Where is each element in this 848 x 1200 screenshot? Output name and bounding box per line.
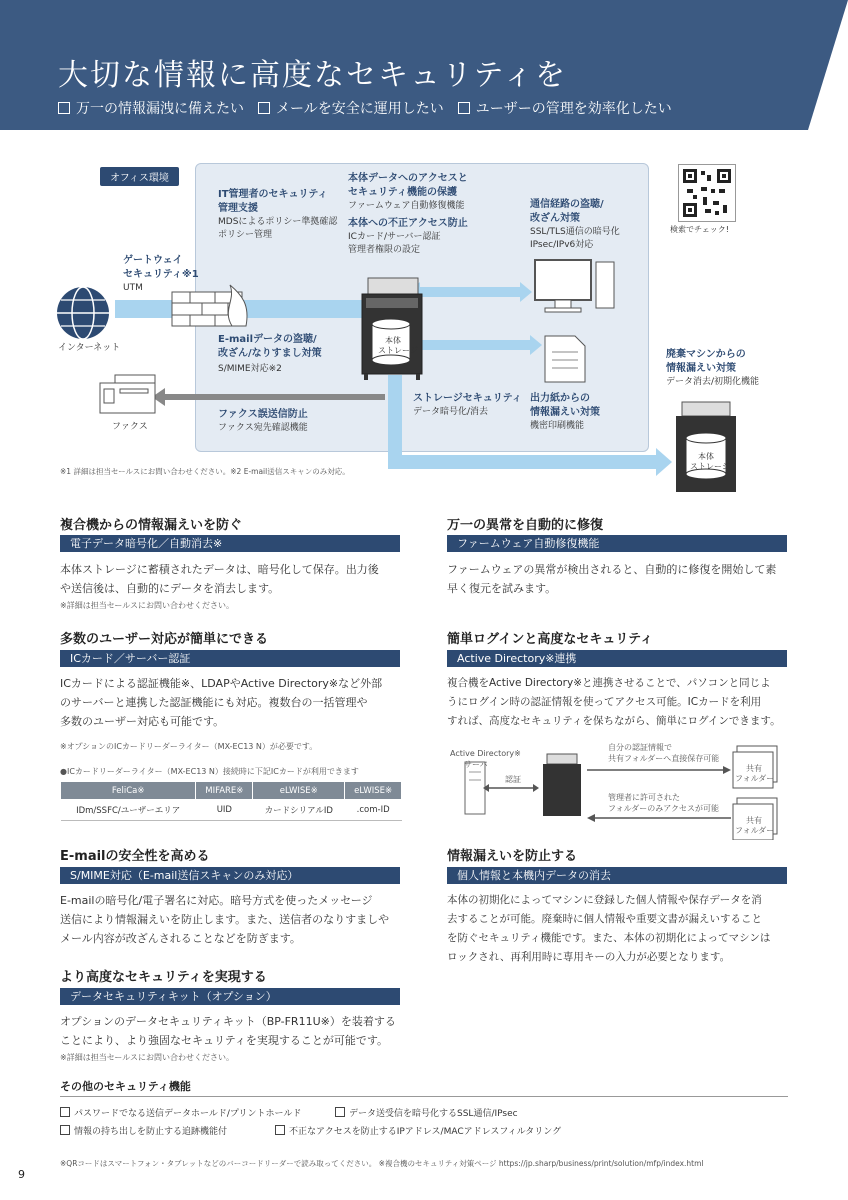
direct-save-label: 自分の認証情報で 共有フォルダーへ直接保存可能	[608, 743, 720, 763]
disposal-flow-down	[388, 375, 402, 465]
page-title: 大切な情報に高度なセキュリティを	[58, 58, 567, 93]
section-bar: ファームウェア自動修復機能	[447, 535, 787, 552]
disposal-machine-icon	[676, 402, 736, 492]
auth-label: 認証	[505, 775, 521, 784]
arrow-left-icon	[587, 814, 595, 822]
check-item: 万一の情報漏洩に備えたい	[58, 98, 244, 118]
section-bar: ICカード／サーバー認証	[60, 650, 400, 667]
check-item: ユーザーの管理を効率化したい	[458, 98, 672, 118]
it-admin-callout: IT管理者のセキュリティ 管理支援 MDSによるポリシー準拠確認 ポリシー管理	[218, 189, 338, 240]
checkbox-icon	[60, 1125, 70, 1135]
section-bar: 個人情報と本機内データの消去	[447, 867, 787, 884]
checkbox-icon	[335, 1107, 345, 1117]
table-header: eLWISE※	[345, 782, 402, 800]
storage-label: 本体 ストレージ	[378, 336, 418, 355]
bottom-footnote: ※QRコードはスマートフォン・タブレットなどのバーコードリーダーで読み取ってください。 ※複合機のセキュリティ対策ページ https://jp.sharp/business/print/solution/mfp/index.html	[60, 1159, 704, 1168]
checkbox-icon	[458, 102, 470, 114]
section-title: 多数のユーザー対応が簡単にできる	[60, 632, 269, 647]
pc-flow-band	[420, 287, 520, 297]
diagram-footnote: ※1 詳細は担当セールスにお問い合わせください。※2 E-mail送信スキャンのみ対応。	[60, 467, 350, 476]
other-feature-item: 情報の持ち出しを防止する追跡機能付	[60, 1124, 227, 1137]
computer-icon	[535, 260, 614, 312]
checkbox-icon	[275, 1125, 285, 1135]
section-body: ICカードによる認証機能※、LDAPやActive Directory※など外部 のサーバーと連携した認証機能にも対応。複数台の一括管理や 多数のユーザー対応も可能です。	[60, 677, 383, 728]
shared-folder-label: 共有 フォルダー	[735, 816, 775, 835]
disposal-callout: 廃棄マシンからの 情報漏えい対策 データ消去/初期化機能	[666, 349, 760, 387]
section-body: 本体の初期化によってマシンに登録した個人情報や保存データを消 去することが可能。廃棄時に個人情報や重要文書が漏えいすること を防ぐセキュリティ機能です。また、本体の初期化によってマシンは ロックされ、再利用時に専用キーの入力が必要となります。	[447, 894, 771, 963]
comm-path-callout: 通信経路の盗聴/ 改ざん対策 SSL/TLS通信の暗号化 IPsec/IPv6対応	[530, 199, 620, 250]
section-footnote: ※詳細は担当セールスにお問い合わせください。	[60, 601, 234, 610]
section-title: 簡単ログインと高度なセキュリティ	[447, 632, 654, 647]
qr-caption: 検索でチェック!	[670, 225, 729, 234]
section-title: 複合機からの情報漏えいを防ぐ	[60, 518, 243, 533]
arrow-right-icon	[656, 448, 672, 476]
table-header: eLWISE※	[253, 782, 345, 800]
globe-icon	[57, 287, 109, 339]
arrow-right-icon	[533, 784, 539, 792]
table-cell: .com-ID	[345, 800, 402, 821]
section-bar: 電子データ暗号化／自動消去※	[60, 535, 400, 552]
table-cell: UID	[196, 800, 253, 821]
other-features-title: その他のセキュリティ機能	[60, 1080, 191, 1093]
section-footnote: ※オプションのICカードリーダーライター（MX-EC13 N）が必要です。	[60, 742, 318, 751]
section-body: 複合機をActive Directory※と連携させることで、パソコンと同じよ うにログイン時の認証情報を使ってアクセス可能。ICカードを利用 すれば、高度なセキュリティを保ちながら、簡単にログインできます。	[447, 677, 781, 727]
ic-card-table	[60, 781, 402, 821]
mfp-machine-icon	[543, 754, 581, 816]
table-cell: IDm/SSFC/ユーザーエリア	[61, 800, 196, 821]
header-checklist	[58, 98, 672, 118]
other-feature-item: データ送受信を暗号化するSSL通信/IPsec	[335, 1106, 518, 1119]
arrow-right-icon	[530, 335, 542, 355]
other-feature-item: パスワードでなる送信データホールド/プリントホールド	[60, 1106, 301, 1119]
checkbox-icon	[258, 102, 270, 114]
fax-callout: ファクス誤送信防止 ファクス宛先確認機能	[218, 409, 308, 433]
disposal-storage-label: 本体 ストレージ	[690, 452, 730, 471]
section-title: 情報漏えいを防止する	[447, 849, 578, 864]
section-bar: S/MIME対応（E-mail送信スキャンのみ対応）	[60, 867, 400, 884]
fax-label: ファクス	[112, 422, 148, 432]
qr-code-icon	[679, 165, 735, 221]
table-header: FeliCa※	[61, 782, 196, 800]
divider	[60, 1096, 788, 1097]
section-body: オプションのデータセキュリティキット（BP-FR11U※）を装着する ことにより、より強固なセキュリティを実現することが可能です。	[60, 1015, 396, 1047]
other-feature-item: 不正なアクセスを防止するIPアドレス/MACアドレスフィルタリング	[275, 1124, 561, 1137]
internet-label: インターネット	[58, 343, 121, 353]
section-body: 本体ストレージに蓄積されたデータは、暗号化して保存。出力後 や送信後は、自動的にデータを消去します。	[60, 563, 379, 595]
arrow-right-icon	[723, 766, 731, 774]
section-title: より高度なセキュリティを実現する	[60, 970, 267, 985]
qr-code[interactable]	[678, 164, 736, 222]
checkbox-icon	[60, 1107, 70, 1117]
section-body: E-mailの暗号化/電子署名に対応。暗号方式を使ったメッセージ 送信により情報漏えいを防止します。また、送信者のなりすましや メール内容が改ざんされることなどを防ぎます。	[60, 894, 390, 945]
ic-card-note: ●ICカードリーダーライター（MX-EC13 N）接続時に下記ICカードが利用できます	[60, 767, 359, 776]
document-icon	[545, 336, 585, 382]
table-header: MIFARE※	[196, 782, 253, 800]
section-title: E-mailの安全性を高める	[60, 849, 210, 864]
shared-folder-label: 共有 フォルダー	[735, 764, 775, 783]
check-item: メールを安全に運用したい	[258, 98, 444, 118]
section-bar: データセキュリティキット（オプション）	[60, 988, 400, 1005]
fax-machine-icon	[100, 375, 155, 413]
document-flow-band	[420, 340, 530, 350]
output-callout: 出力紙からの 情報漏えい対策 機密印刷機能	[530, 393, 600, 431]
page-number: 9	[18, 1168, 25, 1181]
ad-server-label: Active Directory※ サーバ	[450, 749, 521, 769]
fax-flow-band	[165, 394, 385, 400]
section-footnote: ※詳細は担当セールスにお問い合わせください。	[60, 1053, 234, 1062]
section-title: 万一の異常を自動的に修復	[447, 518, 604, 533]
table-row	[61, 800, 402, 821]
gateway-callout: ゲートウェイ セキュリティ※1 UTM	[123, 255, 199, 293]
storage-security-callout: ストレージセキュリティ データ暗号化/消去	[413, 393, 522, 417]
email-callout: E-mailデータの盗聴/ 改ざん/なりすまし対策 S/MIME対応※2	[218, 334, 322, 374]
office-environment-tag: オフィス環境	[100, 167, 179, 186]
section-body: ファームウェアの異常が検出されると、自動的に修復を開始して素 早く復元を試みます。	[447, 563, 777, 595]
arrow-right-icon	[520, 282, 532, 302]
disposal-flow-right	[388, 455, 658, 469]
checkbox-icon	[58, 102, 70, 114]
access-protect-callout: 本体データへのアクセスと セキュリティ機能の保護 ファームウェア自動修復機能 本体への不正アクセス防止 ICカード/サーバー認証 管理者権限の設定	[348, 173, 468, 255]
table-header-row	[61, 782, 402, 800]
table-cell: カードシリアルID	[253, 800, 345, 821]
section-bar: Active Directory※連携	[447, 650, 787, 667]
restricted-access-label: 管理者に許可された フォルダーのみアクセスが可能	[608, 793, 720, 813]
